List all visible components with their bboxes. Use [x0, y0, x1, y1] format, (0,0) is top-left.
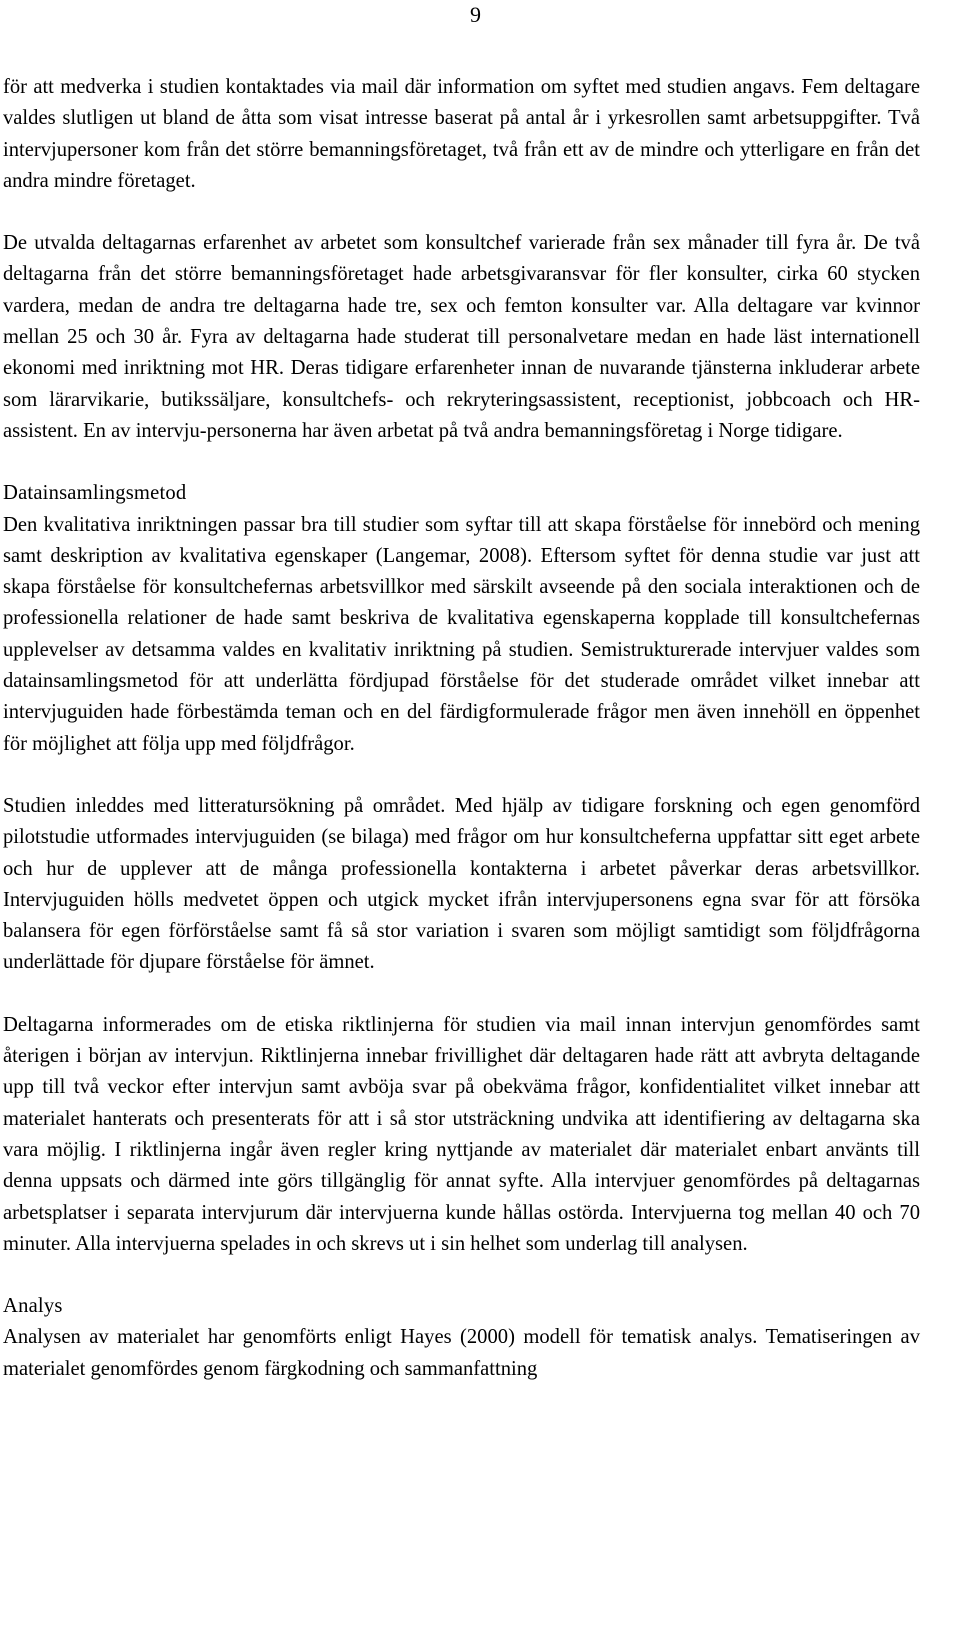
document-body [3, 72, 920, 1385]
paragraph-gap [3, 197, 920, 228]
paragraph-ethics: Deltagarna informerades om de etiska riktlinjerna för studien via mail innan intervjun genomfördes samt återigen i början av intervjun. Riktlinjerna innebar frivillighet där deltagaren hade rätt att avbryta deltagande upp till två veckor efter intervjun samt avböja svar på obekväma frågor, konfidentialitet vilket innebar att materialet hanterats och presenterats för att i så stor utsträckning undvika att identifiering av deltagarna ska vara möjlig. I riktlinjerna ingår även regler kring nyttjande av materialet där materialet enbart använts till denna uppsats och därmed inte görs tillgänglig för annat syfte. Alla intervjuer genomfördes på deltagarnas arbetsplatser i separata intervjurum där intervjuerna kunde hållas ostörda. Intervjuerna tog mellan 40 och 70 minuter. Alla intervjuerna spelades in och skrevs ut i sin helhet som underlag till analysen. [3, 1013, 920, 1255]
paragraph-gap [3, 979, 920, 1010]
page-number: 9 [470, 2, 481, 27]
paragraph-interview-guide: Studien inleddes med litteratursökning på området. Med hjälp av tidigare forskning och egen genomförd pilotstudie utformades intervjuguiden (se bilaga) med frågor om hur konsultcheferna uppfattar sitt eget arbete och hur de upplever att de många professionella kontakterna i arbetet påverkar deras arbetsvillkor. Intervjuguiden hölls medvetet öppen och utgick mycket ifrån intervjupersonens egna svar för att försöka balansera för egen förförståelse samt få så stor variation i svaren som möjligt samtidigt som följdfrågorna underlättade för djupare förståelse för ämnet. [3, 794, 920, 974]
paragraph-participant-background: De utvalda deltagarnas erfarenhet av arbetet som konsultchef varierade från sex månader till fyra år. De två deltagarna från det större bemanningsföretaget hade arbetsgivaransvar för fler konsulter, cirka 60 stycken vardera, medan de andra tre deltagarna hade tre, sex och femton konsulter var. Alla deltagare var kvinnor mellan 25 och 30 år. Fyra av deltagarna hade studerat till personalvetare medan en hade läst internationell ekonomi med inriktning mot HR. Deras tidigare erfarenheter innan de nuvarande tjänsterna inkluderar arbete som lärarvikarie, butikssäljare, konsultchefs- och rekryteringsassistent, receptionist, jobbcoach och HR-assistent. En av intervju-personerna har även arbetat på två andra bemanningsföretag i Norge tidigare. [3, 232, 920, 442]
paragraph-gap [3, 1260, 920, 1291]
section-heading-analys: Analys [3, 1295, 63, 1318]
paragraph-analysis: Analysen av materialet har genomförts enligt Hayes (2000) modell för tematisk analys. Tematiseringen av materialet genomfördes genom färgkodning och sammanfattning [3, 1326, 920, 1380]
paragraph-participant-recruitment: för att medverka i studien kontaktades via mail där information om syftet med studien angavs. Fem deltagare valdes slutligen ut bland de åtta som visat intresse baserat på antal år i yrkesrollen samt arbetsuppgifter. Två intervjupersoner kom från det större bemanningsföretaget, två från ett av de mindre och ytterligare en från det andra mindre företaget. [3, 76, 920, 192]
section-heading-datainsamlingsmetod: Datainsamlingsmetod [3, 482, 187, 505]
paragraph-gap [3, 760, 920, 791]
paragraph-gap [3, 447, 920, 478]
paragraph-qualitative-method: Den kvalitativa inriktningen passar bra till studier som syftar till att skapa förståelse för innebörd och mening samt deskription av kvalitativa egenskaper (Langemar, 2008). Eftersom syftet för denna studie var just att skapa förståelse för konsultchefernas arbetsvillkor med särskilt avseende på den sociala interaktionen och de professionella relationer de hade samt beskriva de kvalitativa egenskaperna kopplade till konsultchefernas upplevelser av detsamma valdes en kvalitativ inriktning på studien. Semistrukturerade intervjuer valdes som datainsamlingsmetod för att underlätta fördjupad förståelse för det studerade området vilket innebar att intervjuguiden hade förbestämda teman och en del färdigformulerade frågor men även innehöll en öppenhet för möjlighet att följa upp med följdfrågor. [3, 513, 920, 755]
